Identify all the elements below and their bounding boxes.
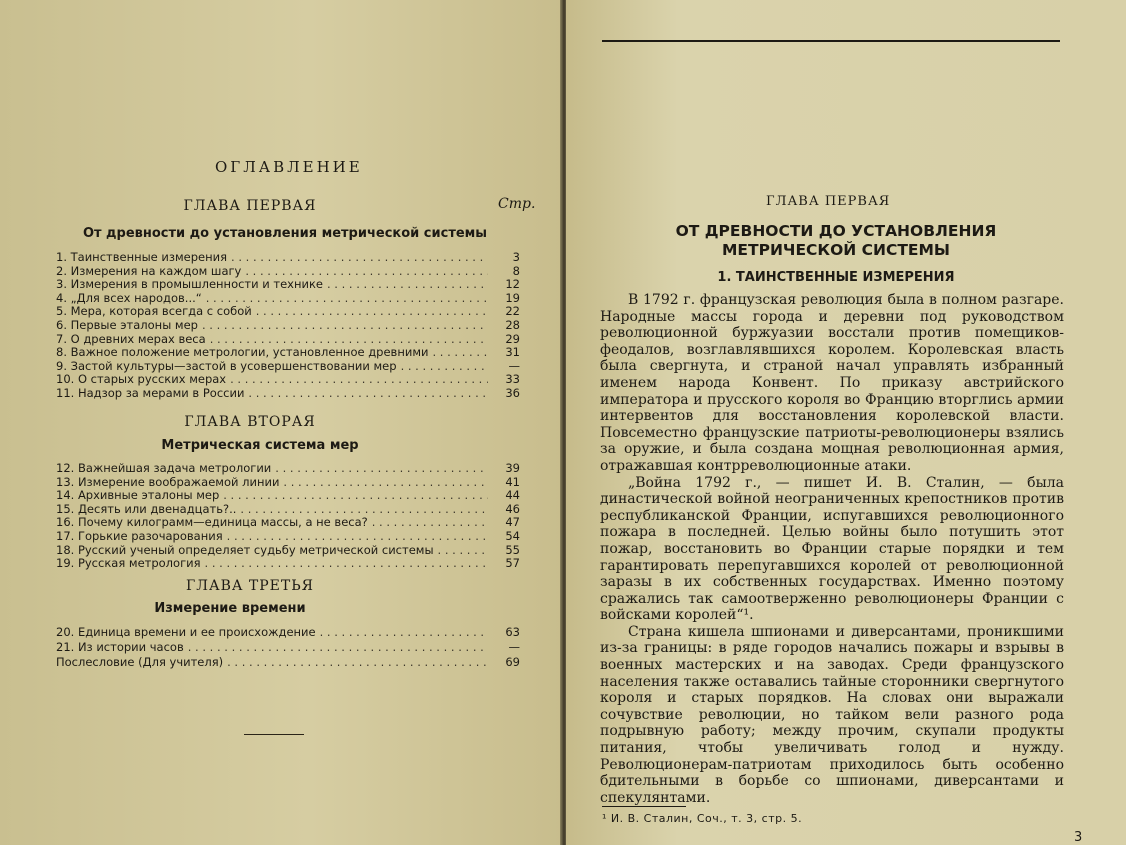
toc-item: 3. Измерения в промышленности и технике . . . 12 [56, 278, 520, 292]
paragraph: В 1792 г. французская революция была в полном разгаре. Народные массы города и деревни под руководством революционной буржуазии восстали против помещиков-феодалов, возглавлявшихся королем. Королевская власть была свергнута, и страной начал управлять избранный именем народа Конвент. По приказу австрийского императора и прусского короля во Францию вторглись армии интервентов для восстановления королевской власти. Повсеместно французские патриоты-революционеры взялись за оружие, и была создана мощная революционная армия, отражавшая контрреволюционные атаки. [600, 292, 1064, 474]
toc-item: 14. Архивные эталоны мер . . . 44 [56, 489, 520, 503]
toc-title: ОГЛАВЛЕНИЕ [215, 158, 363, 176]
toc-item: 17. Горькие разочарования . . . 54 [56, 530, 520, 544]
chapter-label: ГЛАВА ПЕРВАЯ [766, 194, 891, 209]
toc-item: 15. Десять или двенадцать?.. . . . 46 [56, 503, 520, 517]
toc-item: Послесловие (Для учителя) . . . 69 [56, 655, 520, 670]
left-page [0, 0, 562, 845]
paragraph: „Война 1792 г., — пишет И. В. Сталин, — была династической войной неограниченных крепостников против республиканской Франции, испугавшихся революционного пожара в последней. Целью войны было потушить этот пожар, восстановить во Франции старые порядки и тем гарантировать перепугавшихся королей от революционной заразы в их собственных государствах. Именно поэтому сражались так самоотверженно революционеры Франции с войсками королей“¹. [600, 474, 1064, 624]
toc-item: 11. Надзор за мерами в России . . . 36 [56, 387, 520, 401]
toc-item: 21. Из истории часов . . . — [56, 640, 520, 655]
header-rule [602, 40, 1060, 42]
toc-item: 9. Застой культуры—застой в усовершенствовании мер . . . — [56, 360, 520, 374]
section-title: 1. ТАИНСТВЕННЫЕ ИЗМЕРЕНИЯ [717, 270, 955, 285]
toc-chapter-3-list [56, 625, 520, 670]
toc-item: 13. Измерение воображаемой линии . . . 41 [56, 476, 520, 490]
footnote: ¹ И. В. Сталин, Соч., т. 3, стр. 5. [602, 812, 803, 825]
chapter-title-line-1: ОТ ДРЕВНОСТИ ДО УСТАНОВЛЕНИЯ [675, 222, 997, 240]
toc-item: 19. Русская метрология . . . 57 [56, 557, 520, 571]
body-text [600, 292, 1064, 806]
footnote-rule [602, 806, 686, 807]
toc-chapter-2-heading: ГЛАВА ВТОРАЯ [184, 414, 316, 430]
toc-page-column-label: Стр. [498, 196, 536, 212]
toc-chapter-1-list [56, 251, 520, 401]
chapter-title-line-2: МЕТРИЧЕСКОЙ СИСТЕМЫ [722, 241, 950, 259]
paragraph: Страна кишела шпионами и диверсантами, проникшими из-за границы: в ряде городов начались пожары и взрывы в военных мастерских и на заводах. Среди французского населения также оставались тайные сторонники свергнутого короля и старых порядков. На словах они выражали сочувствие революции, но тайком вели разного рода подрывную работу; между прочим, скупали продукты питания, чтобы увеличивать голод и нужду. Революционерам-патриотам приходилось быть особенно бдительными в борьбе со шпионами, диверсантами и спекулянтами. [600, 623, 1064, 806]
toc-chapter-3-subtitle: Измерение времени [154, 601, 306, 616]
toc-chapter-1-heading: ГЛАВА ПЕРВАЯ [183, 198, 317, 214]
chapter-title [616, 222, 1056, 260]
toc-item: 2. Измерения на каждом шагу . . . 8 [56, 265, 520, 279]
toc-chapter-2-subtitle: Метрическая система мер [161, 438, 359, 453]
toc-item: 8. Важное положение метрологии, установленное древними . . . 31 [56, 346, 520, 360]
toc-item: 16. Почему килограмм—единица массы, а не веса? . . . 47 [56, 516, 520, 530]
toc-item: 20. Единица времени и ее происхождение . . . 63 [56, 625, 520, 640]
toc-item: 1. Таинственные измерения . . . 3 [56, 251, 520, 265]
toc-item: 18. Русский ученый определяет судьбу метрической системы . . . 55 [56, 544, 520, 558]
toc-chapter-2-list [56, 462, 520, 571]
toc-chapter-3-heading: ГЛАВА ТРЕТЬЯ [186, 578, 314, 594]
toc-chapter-1-subtitle: От древности до установления метрической системы [82, 226, 488, 241]
closing-rule [244, 734, 304, 735]
toc-item: 6. Первые эталоны мер . . . 28 [56, 319, 520, 333]
page-number: 3 [1074, 830, 1083, 845]
right-page [566, 0, 1126, 845]
toc-item: 4. „Для всех народов...“ . . . 19 [56, 292, 520, 306]
toc-item: 10. О старых русских мерах . . . 33 [56, 373, 520, 387]
toc-item: 7. О древних мерах веса . . . 29 [56, 333, 520, 347]
toc-item: 5. Мера, которая всегда с собой . . . 22 [56, 305, 520, 319]
toc-item: 12. Важнейшая задача метрологии . . . 39 [56, 462, 520, 476]
